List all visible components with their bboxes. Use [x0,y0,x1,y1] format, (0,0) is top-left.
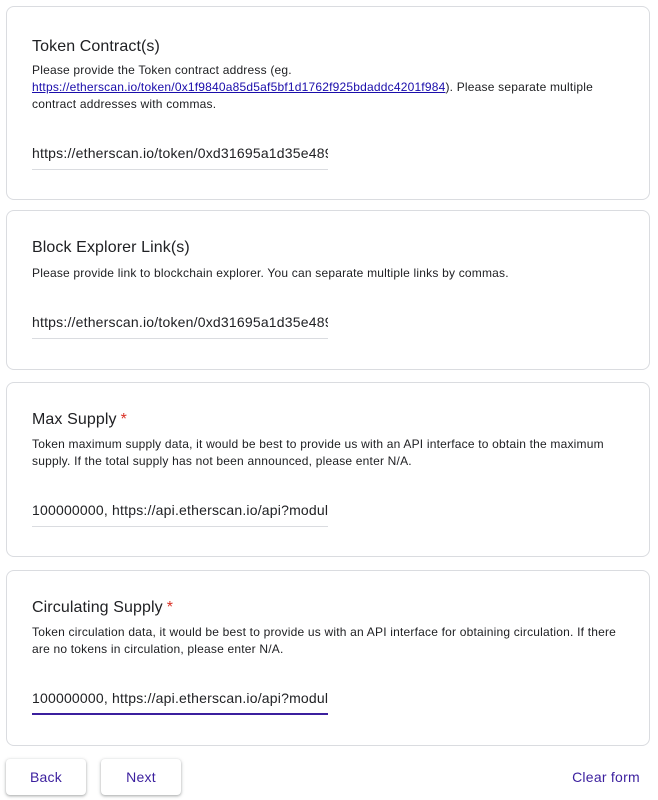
circulating-supply-input[interactable] [32,683,328,713]
question-card-block-explorer-links [6,210,650,370]
block-explorer-input[interactable] [32,307,328,337]
question-title-text: Max Supply [32,411,117,428]
token-contracts-answer-field[interactable] [32,138,328,170]
question-description: Token circulation data, it would be best to provide us with an API interface for obtaining circulation. If there are no tokens in circulation, please enter N/A. [32,625,617,656]
question-title-text: Token Contract(s) [32,38,160,55]
question-title [32,35,160,59]
required-asterisk: * [120,411,127,428]
circulating-supply-answer-field[interactable] [32,683,328,715]
example-contract-link[interactable]: https://etherscan.io/token/0x1f9840a85d5af5bf1d1762f925bdaddc4201f984 [32,80,446,94]
next-button[interactable]: Next [101,759,181,795]
question-card-circulating-supply [6,570,650,746]
back-button[interactable]: Back [6,759,86,795]
question-description: Token maximum supply data, it would be best to provide us with an API interface to obtain the maximum supply. If the total supply has not been announced, please enter N/A. [32,437,604,468]
block-explorer-answer-field[interactable] [32,307,328,339]
max-supply-input[interactable] [32,495,328,525]
question-card-token-contracts [6,6,650,200]
max-supply-answer-field[interactable] [32,495,328,527]
clear-form-button[interactable]: Clear form [572,769,640,785]
question-card-max-supply [6,382,650,557]
token-contracts-input[interactable] [32,138,328,168]
description-text-continued: ). Please separate multiple contract addresses with commas. [32,80,593,111]
description-text: Please provide the Token contract address (eg. [32,63,292,77]
question-title [32,236,190,260]
question-title-text: Circulating Supply [32,599,163,616]
question-description [32,62,632,113]
question-title-text: Block Explorer Link(s) [32,239,190,256]
question-title [32,596,173,620]
question-description: Please provide link to blockchain explorer. You can separate multiple links by commas. [32,266,509,280]
required-asterisk: * [166,599,174,616]
question-title [32,408,127,432]
